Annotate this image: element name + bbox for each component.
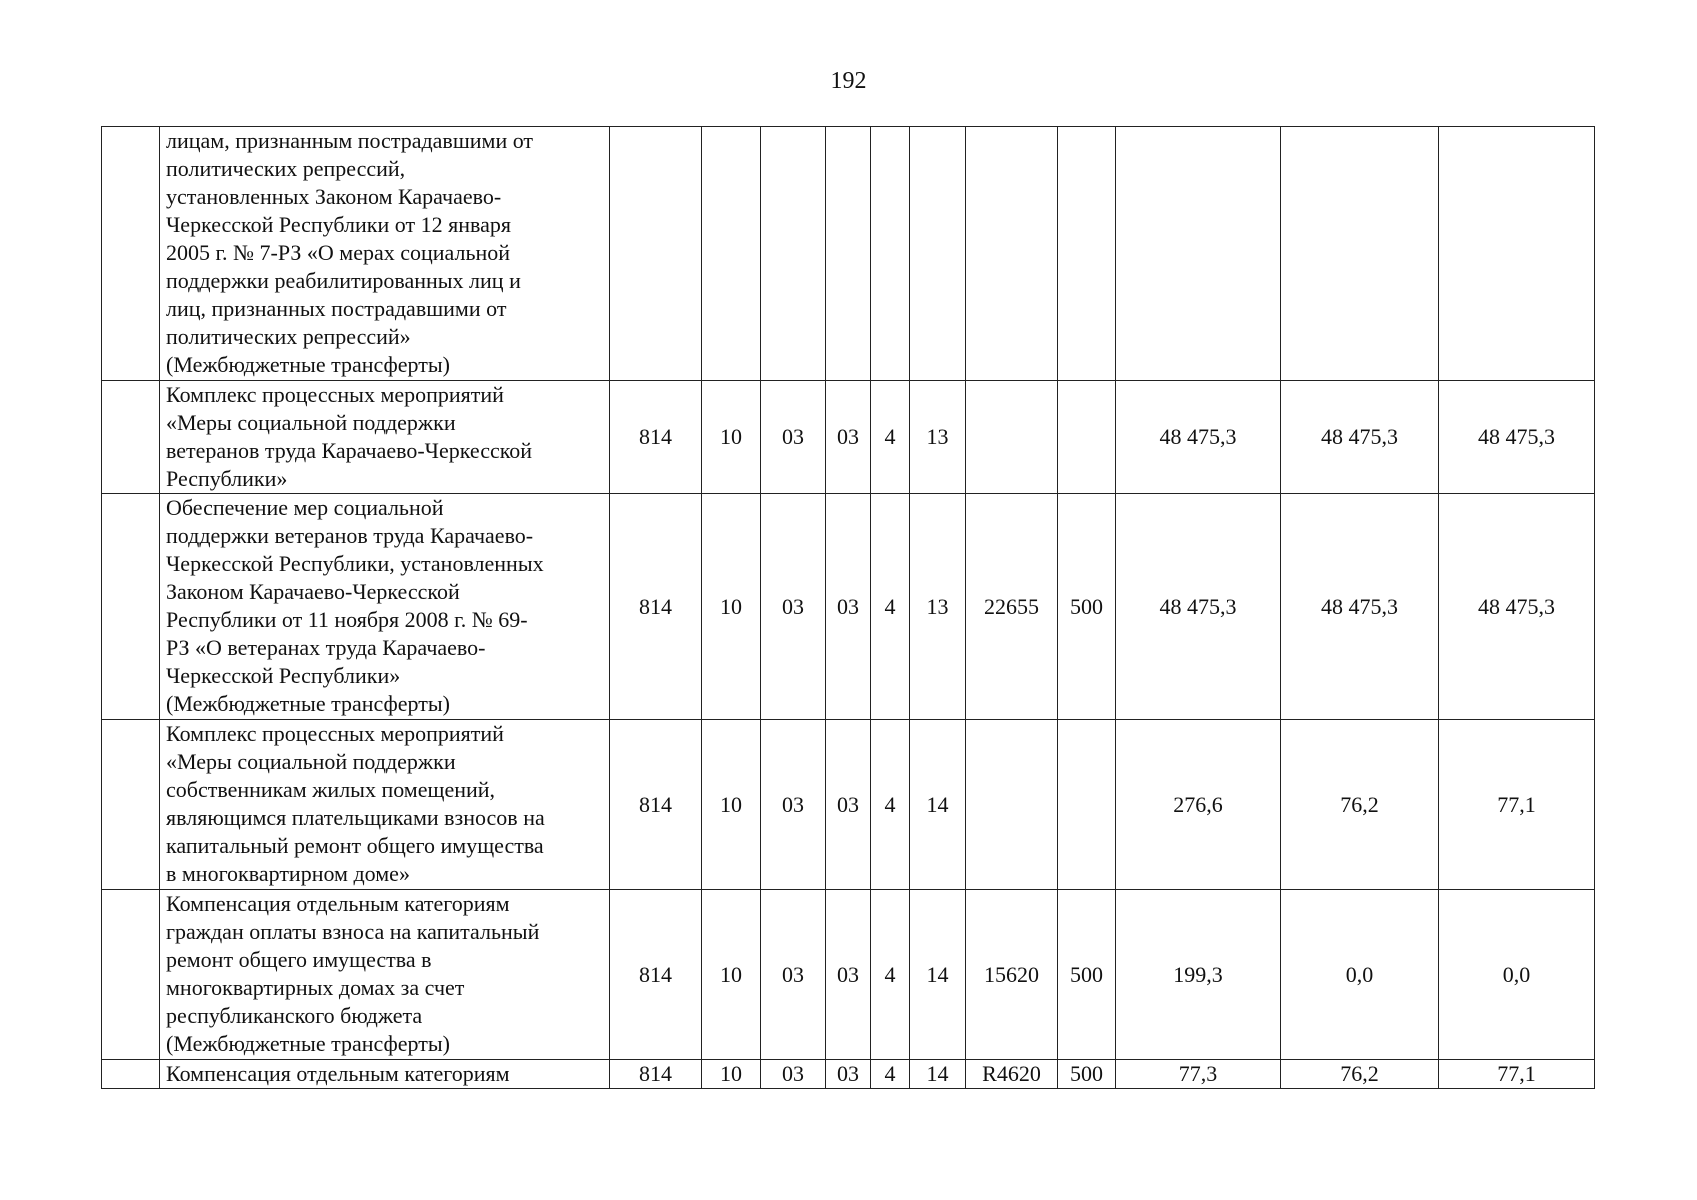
code-cell: 4 xyxy=(871,381,910,494)
code-cell: 03 xyxy=(761,890,826,1060)
code-cell xyxy=(1058,381,1116,494)
code-cell: 10 xyxy=(702,890,761,1060)
code-cell: 15620 xyxy=(966,890,1058,1060)
code-cell xyxy=(1058,720,1116,890)
amount-cell: 76,2 xyxy=(1281,720,1439,890)
code-cell: R4620 xyxy=(966,1060,1058,1089)
table-row xyxy=(102,127,1595,381)
code-cell: 03 xyxy=(761,1060,826,1089)
amount-cell xyxy=(1281,127,1439,381)
amount-cell: 0,0 xyxy=(1439,890,1595,1060)
code-cell: 14 xyxy=(910,1060,966,1089)
table-row xyxy=(102,381,1595,494)
code-cell xyxy=(966,127,1058,381)
amount-cell: 48 475,3 xyxy=(1116,381,1281,494)
row-description: Компенсация отдельным категориям граждан оплаты взноса на капитальный ремонт общего имущества в многоквартирных домах за счет республиканского бюджета (Межбюджетные трансферты) xyxy=(160,890,610,1060)
code-cell: 03 xyxy=(826,1060,871,1089)
code-cell: 22655 xyxy=(966,494,1058,720)
amount-cell: 199,3 xyxy=(1116,890,1281,1060)
code-cell: 13 xyxy=(910,381,966,494)
code-cell: 03 xyxy=(826,720,871,890)
table-row xyxy=(102,494,1595,720)
table-row xyxy=(102,890,1595,1060)
code-cell xyxy=(966,720,1058,890)
code-cell: 814 xyxy=(610,494,702,720)
code-cell: 13 xyxy=(910,494,966,720)
code-cell: 03 xyxy=(761,494,826,720)
code-cell: 500 xyxy=(1058,494,1116,720)
code-cell: 814 xyxy=(610,720,702,890)
amount-cell: 276,6 xyxy=(1116,720,1281,890)
row-description: Комплекс процессных мероприятий «Меры социальной поддержки собственникам жилых помещений, являющимся плательщиками взносов на капитальный ремонт общего имущества в многоквартирном доме» xyxy=(160,720,610,890)
amount-cell: 48 475,3 xyxy=(1281,494,1439,720)
code-cell: 814 xyxy=(610,890,702,1060)
page-number: 192 xyxy=(830,68,867,94)
code-cell xyxy=(966,381,1058,494)
row-margin-cell xyxy=(102,890,160,1060)
code-cell: 4 xyxy=(871,1060,910,1089)
amount-cell xyxy=(1439,127,1595,381)
row-margin-cell xyxy=(102,381,160,494)
code-cell: 500 xyxy=(1058,890,1116,1060)
code-cell: 14 xyxy=(910,720,966,890)
code-cell xyxy=(910,127,966,381)
code-cell: 03 xyxy=(826,381,871,494)
code-cell: 03 xyxy=(826,890,871,1060)
code-cell: 14 xyxy=(910,890,966,1060)
code-cell xyxy=(610,127,702,381)
table-row xyxy=(102,720,1595,890)
amount-cell: 77,1 xyxy=(1439,1060,1595,1089)
amount-cell: 48 475,3 xyxy=(1116,494,1281,720)
row-margin-cell xyxy=(102,494,160,720)
amount-cell: 48 475,3 xyxy=(1281,381,1439,494)
amount-cell: 48 475,3 xyxy=(1439,381,1595,494)
code-cell xyxy=(702,127,761,381)
code-cell: 03 xyxy=(761,720,826,890)
code-cell: 500 xyxy=(1058,1060,1116,1089)
code-cell: 4 xyxy=(871,720,910,890)
amount-cell: 0,0 xyxy=(1281,890,1439,1060)
row-margin-cell xyxy=(102,1060,160,1089)
amount-cell: 77,3 xyxy=(1116,1060,1281,1089)
budget-table xyxy=(101,126,1595,1089)
code-cell: 03 xyxy=(761,381,826,494)
row-description: Компенсация отдельным категориям xyxy=(160,1060,610,1089)
code-cell: 10 xyxy=(702,381,761,494)
amount-cell: 77,1 xyxy=(1439,720,1595,890)
code-cell: 814 xyxy=(610,381,702,494)
row-description: лицам, признанным пострадавшими от политических репрессий, установленных Законом Карачаево- Черкесской Республики от 12 января 2005 г. № 7-РЗ «О мерах социальной поддержки реабилитированных лиц и лиц, признанных пострадавшими от политических репрессий» (Межбюджетные трансферты) xyxy=(160,127,610,381)
code-cell: 10 xyxy=(702,1060,761,1089)
amount-cell: 76,2 xyxy=(1281,1060,1439,1089)
code-cell xyxy=(871,127,910,381)
code-cell xyxy=(826,127,871,381)
code-cell: 814 xyxy=(610,1060,702,1089)
amount-cell: 48 475,3 xyxy=(1439,494,1595,720)
code-cell: 10 xyxy=(702,720,761,890)
table-row xyxy=(102,1060,1595,1089)
amount-cell xyxy=(1116,127,1281,381)
row-description: Обеспечение мер социальной поддержки ветеранов труда Карачаево- Черкесской Республики, установленных Законом Карачаево-Черкесской Республики от 11 ноября 2008 г. № 69- РЗ «О ветеранах труда Карачаево- Черкесской Республики» (Межбюджетные трансферты) xyxy=(160,494,610,720)
code-cell: 03 xyxy=(826,494,871,720)
code-cell: 4 xyxy=(871,494,910,720)
code-cell xyxy=(761,127,826,381)
row-margin-cell xyxy=(102,127,160,381)
code-cell xyxy=(1058,127,1116,381)
code-cell: 4 xyxy=(871,890,910,1060)
row-margin-cell xyxy=(102,720,160,890)
code-cell: 10 xyxy=(702,494,761,720)
row-description: Комплекс процессных мероприятий «Меры социальной поддержки ветеранов труда Карачаево-Черкесской Республики» xyxy=(160,381,610,494)
